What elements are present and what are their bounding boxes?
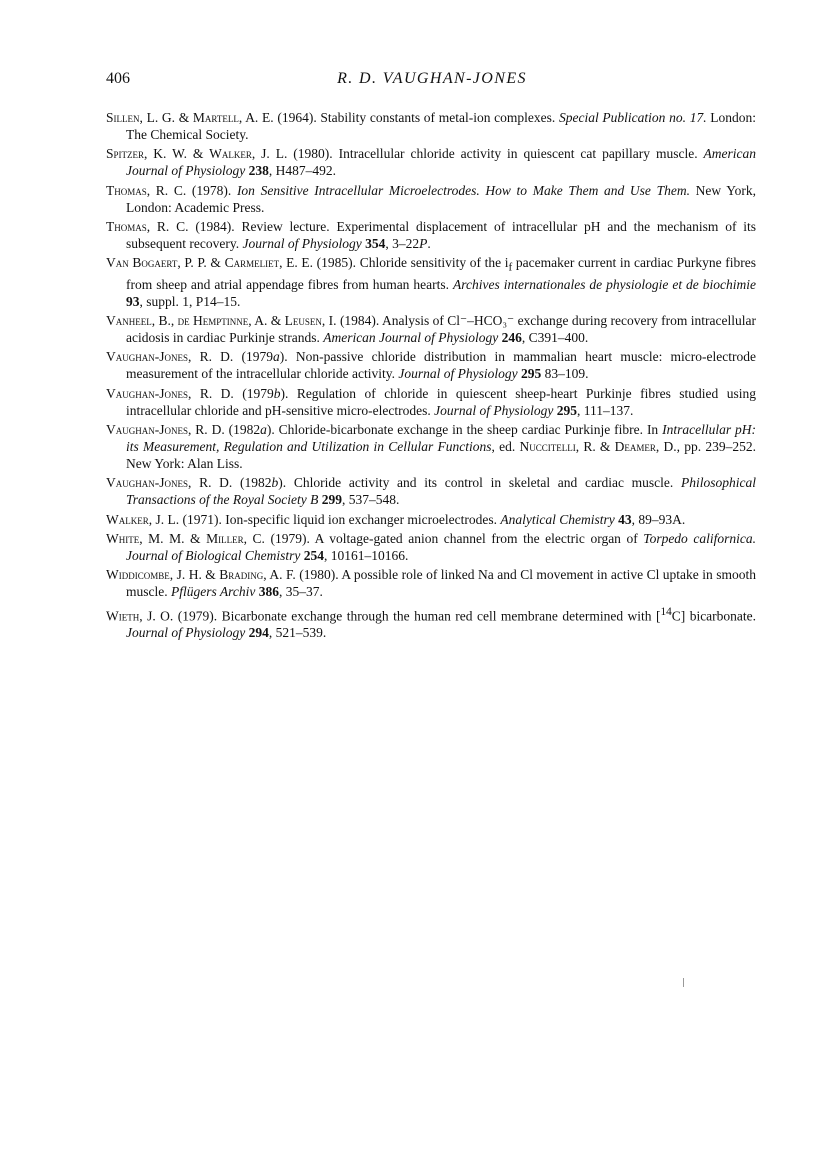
ref-title: Intracellular chloride activity in quiescent cat papillary muscle.	[338, 146, 698, 162]
running-title: R. D. VAUGHAN-JONES	[337, 70, 527, 87]
ref-title: Chloride activity and its control in skeletal and cardiac muscle.	[293, 475, 674, 491]
reference-item	[106, 110, 756, 144]
ref-source: American Journal of Physiology	[126, 146, 757, 179]
ref-rest: , 89–93A.	[631, 511, 686, 527]
ref-title: A possible role of linked Na and Cl movement in active Cl uptake in smooth muscle.	[126, 567, 756, 600]
ref-tail: , pp. 239–252. New York: Alan Liss.	[126, 439, 756, 471]
ref-source: Ion Sensitive Intracellular Microelectrodes. How to Make Them and Use Them.	[236, 182, 690, 198]
ref-source: Intracellular pH: its Measurement, Regulation and Utilization in Cellular Functions	[126, 422, 757, 454]
ref-source: Journal of Physiology	[398, 366, 518, 382]
ref-rest: , 537–548.	[341, 492, 400, 508]
ref-volume: 43	[618, 511, 632, 527]
ref-authors: Vaughan-Jones, R. D.	[106, 475, 233, 491]
ref-year-post: ).	[280, 385, 289, 401]
ref-volume: 295	[521, 366, 542, 382]
ref-volume: 386	[258, 584, 279, 600]
ref-source: Journal of Physiology	[126, 625, 246, 641]
ref-rest: , ed.	[491, 439, 516, 454]
ref-year: (1979).	[270, 531, 310, 547]
ref-year-post: ).	[266, 422, 275, 438]
ref-source: Pflügers Archiv	[171, 584, 256, 600]
reference-item	[106, 422, 756, 473]
reference-item	[106, 604, 756, 642]
ref-source: Journal of Physiology	[242, 235, 362, 251]
reference-item	[106, 219, 756, 253]
ref-authors: Vaughan-Jones, R. D.	[106, 349, 234, 365]
ref-year: (1984).	[339, 313, 380, 329]
ref-authors: Van Bogaert, P. P. & Carmeliet, E. E.	[106, 255, 313, 271]
ref-year: (1979).	[177, 608, 218, 624]
ref-year-letter: a	[260, 422, 267, 438]
ref-rest: , 111–137.	[577, 402, 634, 418]
reference-item	[106, 512, 756, 529]
ref-year-letter: a	[273, 349, 280, 365]
reference-item	[106, 146, 756, 180]
ref-rest: , 521–539.	[268, 625, 327, 641]
ref-title: Chloride-bicarbonate exchange in the sheep cardiac Purkinje fibre. In	[278, 422, 659, 438]
page-number: 406	[106, 70, 130, 87]
ref-year-letter: b	[271, 475, 279, 491]
ref-source: American Journal of Physiology	[323, 330, 499, 346]
ref-source: Philosophical Transactions of the Royal Society B	[126, 475, 757, 508]
ref-authors: Vaughan-Jones, R. D.	[106, 385, 234, 401]
ref-rest: , 10161–10166.	[324, 547, 409, 563]
ref-tail: .	[427, 235, 431, 251]
ref-title-pre: Bicarbonate exchange through the human red cell membrane determined with [	[221, 608, 661, 624]
ref-source: Archives internationales de physiologie et de biochimie	[453, 276, 756, 292]
ref-volume: 254	[303, 547, 324, 563]
ref-volume: 354	[365, 235, 386, 251]
ref-year-pre: (1982	[240, 475, 272, 491]
ref-authors: Vaughan-Jones, R. D.	[106, 422, 225, 438]
ref-title-pre: Chloride sensitivity of the i	[359, 255, 509, 271]
ref-volume: 299	[321, 492, 342, 508]
ref-authors: Sillen, L. G. & Martell, A. E.	[106, 110, 274, 125]
ref-title: Review lecture. Experimental displacement of intracellular pH and the mechanism of its subsequent recovery.	[126, 218, 757, 251]
reference-list	[106, 110, 756, 644]
reference-item	[106, 475, 756, 509]
ref-year-post: ).	[279, 349, 288, 365]
ref-volume: 93	[126, 293, 140, 309]
ref-authors: Spitzer, K. W. & Walker, J. L.	[106, 146, 288, 162]
ref-title: Ion-specific liquid ion exchanger microelectrodes.	[225, 511, 498, 527]
ref-title-sup: 14	[660, 605, 672, 618]
reference-item	[106, 183, 756, 217]
ref-title-sub: f	[508, 261, 513, 274]
ref-year: (1985).	[316, 255, 357, 271]
ref-authors: Walker, J. L.	[106, 511, 180, 527]
ref-year-pre: (1979	[241, 349, 274, 365]
reference-item	[106, 349, 756, 383]
ref-year-letter: b	[273, 385, 281, 401]
scan-mark	[683, 978, 684, 987]
ref-year: (1964).	[277, 110, 317, 125]
ref-authors: Wieth, J. O.	[106, 608, 174, 624]
ref-title-post: C] bicarbonate.	[671, 608, 757, 624]
page-header	[106, 70, 758, 92]
ref-year-pre: (1982	[228, 422, 261, 438]
ref-authors: Vanheel, B., de Hemptinne, A. & Leusen, I.	[106, 313, 337, 329]
ref-volume: 246	[501, 330, 522, 346]
ref-rest: , H487–492.	[268, 163, 336, 179]
ref-rest: 83–109.	[541, 366, 589, 382]
ref-title-post: pacemaker current in cardiac Purkyne fibres from sheep and atrial appendage fibres from human hearts.	[126, 255, 757, 292]
ref-rest: New York, London: Academic Press.	[126, 182, 757, 215]
ref-authors: Thomas, R. C.	[106, 218, 189, 234]
ref-source: Analytical Chemistry	[500, 511, 615, 527]
ref-source: Journal of Biological Chemistry	[126, 547, 301, 563]
reference-item	[106, 386, 756, 420]
reference-item	[106, 531, 756, 565]
ref-title: Regulation of chloride in quiescent sheep-heart Purkinje fibres studied using intracellular chloride and pH-sensitive micro-electrodes.	[126, 385, 756, 418]
ref-title: Analysis of Cl⁻–HCO₃⁻ exchange during recovery from intracellular acidosis in cardiac Purkinje strands.	[126, 313, 756, 346]
ref-year: (1980).	[293, 146, 333, 162]
ref-volume: 238	[248, 163, 269, 179]
ref-year: (1980).	[299, 567, 339, 583]
ref-year: (1971).	[182, 511, 222, 527]
ref-year-pre: (1979	[242, 385, 274, 401]
ref-rest: , 3–22	[385, 235, 420, 251]
ref-title: A voltage-gated anion channel from the electric organ of	[314, 531, 638, 547]
ref-year: (1978).	[191, 182, 232, 198]
ref-authors: White, M. M. & Miller, C.	[106, 531, 265, 547]
ref-editors: Nuccitelli, R. & Deamer, D.	[519, 439, 677, 454]
ref-source: Journal of Physiology	[434, 402, 554, 418]
ref-species: Torpedo californica.	[643, 531, 756, 547]
ref-rest: , suppl. 1, P14–15.	[139, 293, 241, 309]
ref-volume: 295	[556, 402, 577, 418]
ref-page-suffix: P	[419, 235, 428, 251]
ref-authors: Thomas, R. C.	[106, 182, 187, 198]
reference-item	[106, 313, 756, 347]
ref-year-post: ).	[278, 475, 287, 491]
ref-title: Stability constants of metal-ion complexes.	[320, 110, 556, 125]
ref-volume: 294	[248, 625, 269, 641]
ref-rest: , 35–37.	[279, 584, 323, 600]
reference-item	[106, 567, 756, 601]
ref-authors: Widdicombe, J. H. & Brading, A. F.	[106, 567, 296, 583]
ref-title: Non-passive chloride distribution in mammalian heart muscle: micro-electrode measurement of the intracellular chloride activity.	[126, 349, 756, 382]
ref-source: Special Publication no. 17.	[559, 110, 707, 125]
reference-item	[106, 255, 756, 310]
ref-rest: , C391–400.	[521, 330, 589, 346]
ref-year: (1984).	[195, 218, 235, 234]
ref-rest: London: The Chemical Society.	[126, 110, 757, 142]
